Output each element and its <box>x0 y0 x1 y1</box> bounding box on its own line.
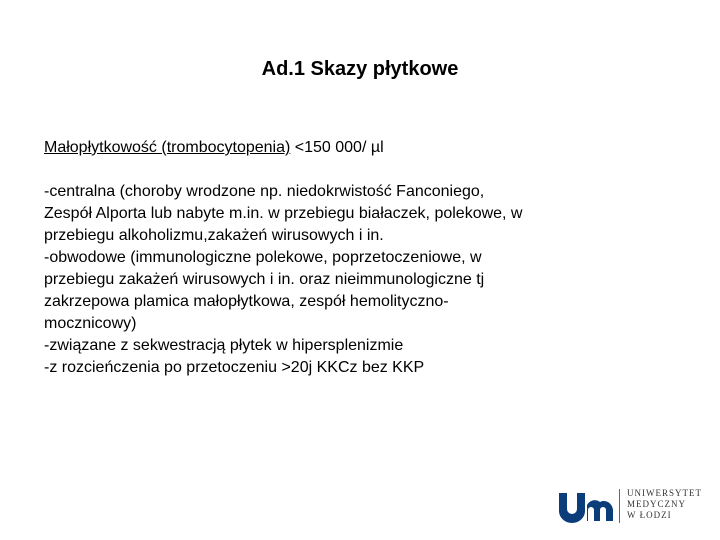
subtitle-term: Małopłytkowość (trombocytopenia) <box>44 139 291 156</box>
body-line: -z rozcieńczenia po przetoczeniu >20j KKCz bez KKP <box>44 359 425 376</box>
body-line: -obwodowe (immunologiczne polekowe, poprzetoczeniowe, w <box>44 249 482 266</box>
um-logo-mark-icon <box>557 491 615 523</box>
logo-line-1: UNIWERSYTET <box>627 488 702 498</box>
university-logo <box>557 487 717 527</box>
logo-line-2: MEDYCZNY <box>627 499 686 509</box>
logo-divider <box>619 489 620 523</box>
subtitle-threshold: <150 000/ µl <box>290 139 384 156</box>
body-line: zakrzepowa plamica małopłytkowa, zespół hemolityczno- <box>44 293 449 310</box>
body-line: przebiegu alkoholizmu,zakażeń wirusowych i in. <box>44 227 384 244</box>
logo-line-3: W ŁODZI <box>627 510 672 520</box>
body-line: mocznicowy) <box>44 315 137 332</box>
slide-title: Ad.1 Skazy płytkowe <box>261 58 459 80</box>
body-line: przebiegu zakażeń wirusowych i in. oraz nieimmunologiczne tj <box>44 271 485 288</box>
slide-subtitle <box>44 137 384 159</box>
logo-wordmark <box>627 488 702 521</box>
body-line: -centralna (choroby wrodzone np. niedokrwistość Fanconiego, <box>44 183 485 200</box>
slide-body <box>44 181 694 379</box>
body-line: -związane z sekwestracją płytek w hipersplenizmie <box>44 337 404 354</box>
body-line: Zespół Alporta lub nabyte m.in. w przebiegu białaczek, polekowe, w <box>44 205 523 222</box>
